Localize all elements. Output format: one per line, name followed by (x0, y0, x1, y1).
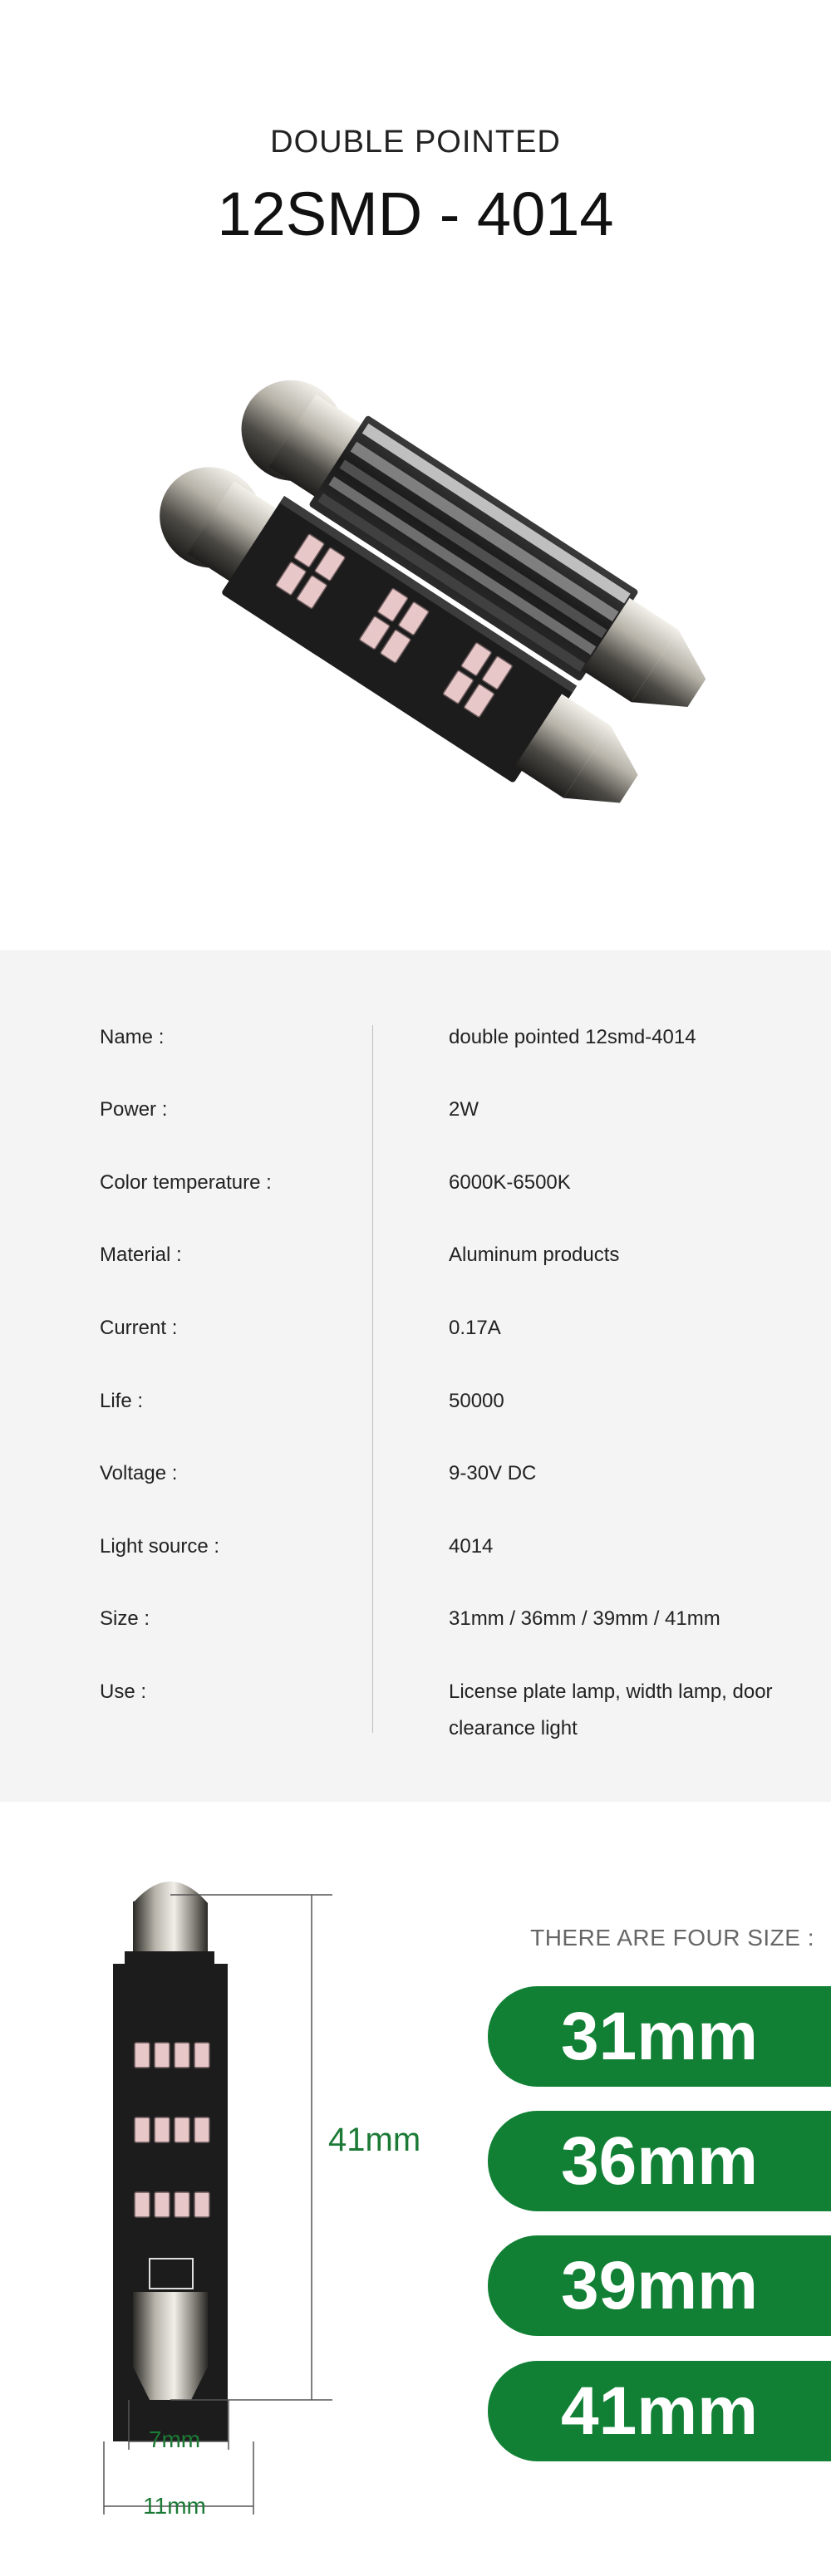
product-photo (100, 332, 748, 881)
spec-label: Name : (100, 1026, 165, 1048)
size-option-41mm: 41mm (488, 2361, 831, 2461)
outer-width-label: 11mm (143, 2493, 206, 2519)
dimension-diagram (83, 1802, 449, 2576)
inner-width-label: 7mm (148, 2426, 201, 2452)
spec-value: 9-30V DC (449, 1462, 537, 1484)
product-title: 12SMD - 4014 (217, 179, 614, 248)
spec-label: Color temperature : (100, 1171, 272, 1194)
spec-value: License plate lamp, width lamp, door clearance light (449, 1681, 773, 1739)
spec-value: 6000K-6500K (449, 1171, 571, 1194)
spec-label: Size : (100, 1607, 150, 1630)
length-dimension-label: 41mm (328, 2122, 421, 2158)
spec-divider (372, 1025, 373, 1733)
spec-label: Use : (100, 1681, 147, 1703)
spec-value: 50000 (449, 1390, 504, 1412)
spec-label: Current : (100, 1317, 178, 1339)
spec-value: 0.17A (449, 1317, 501, 1339)
spec-value: Aluminum products (449, 1244, 620, 1266)
size-option-31mm: 31mm (488, 1986, 831, 2087)
spec-label: Life : (100, 1390, 144, 1412)
spec-table (0, 950, 831, 1802)
size-option-36mm: 36mm (488, 2111, 831, 2211)
spec-value: 31mm / 36mm / 39mm / 41mm (449, 1607, 720, 1630)
size-section (0, 1802, 831, 2576)
spec-label: Power : (100, 1098, 168, 1121)
hero-section (0, 0, 831, 950)
spec-label: Voltage : (100, 1462, 178, 1484)
spec-value: double pointed 12smd-4014 (449, 1026, 696, 1048)
size-option-39mm: 39mm (488, 2235, 831, 2336)
spec-value: 4014 (449, 1535, 494, 1558)
spec-label: Light source : (100, 1535, 220, 1558)
size-options-heading: THERE ARE FOUR SIZE : (530, 1925, 814, 1950)
spec-label: Material : (100, 1244, 182, 1266)
product-subtitle: DOUBLE POINTED (270, 125, 561, 159)
spec-value: 2W (449, 1098, 479, 1121)
